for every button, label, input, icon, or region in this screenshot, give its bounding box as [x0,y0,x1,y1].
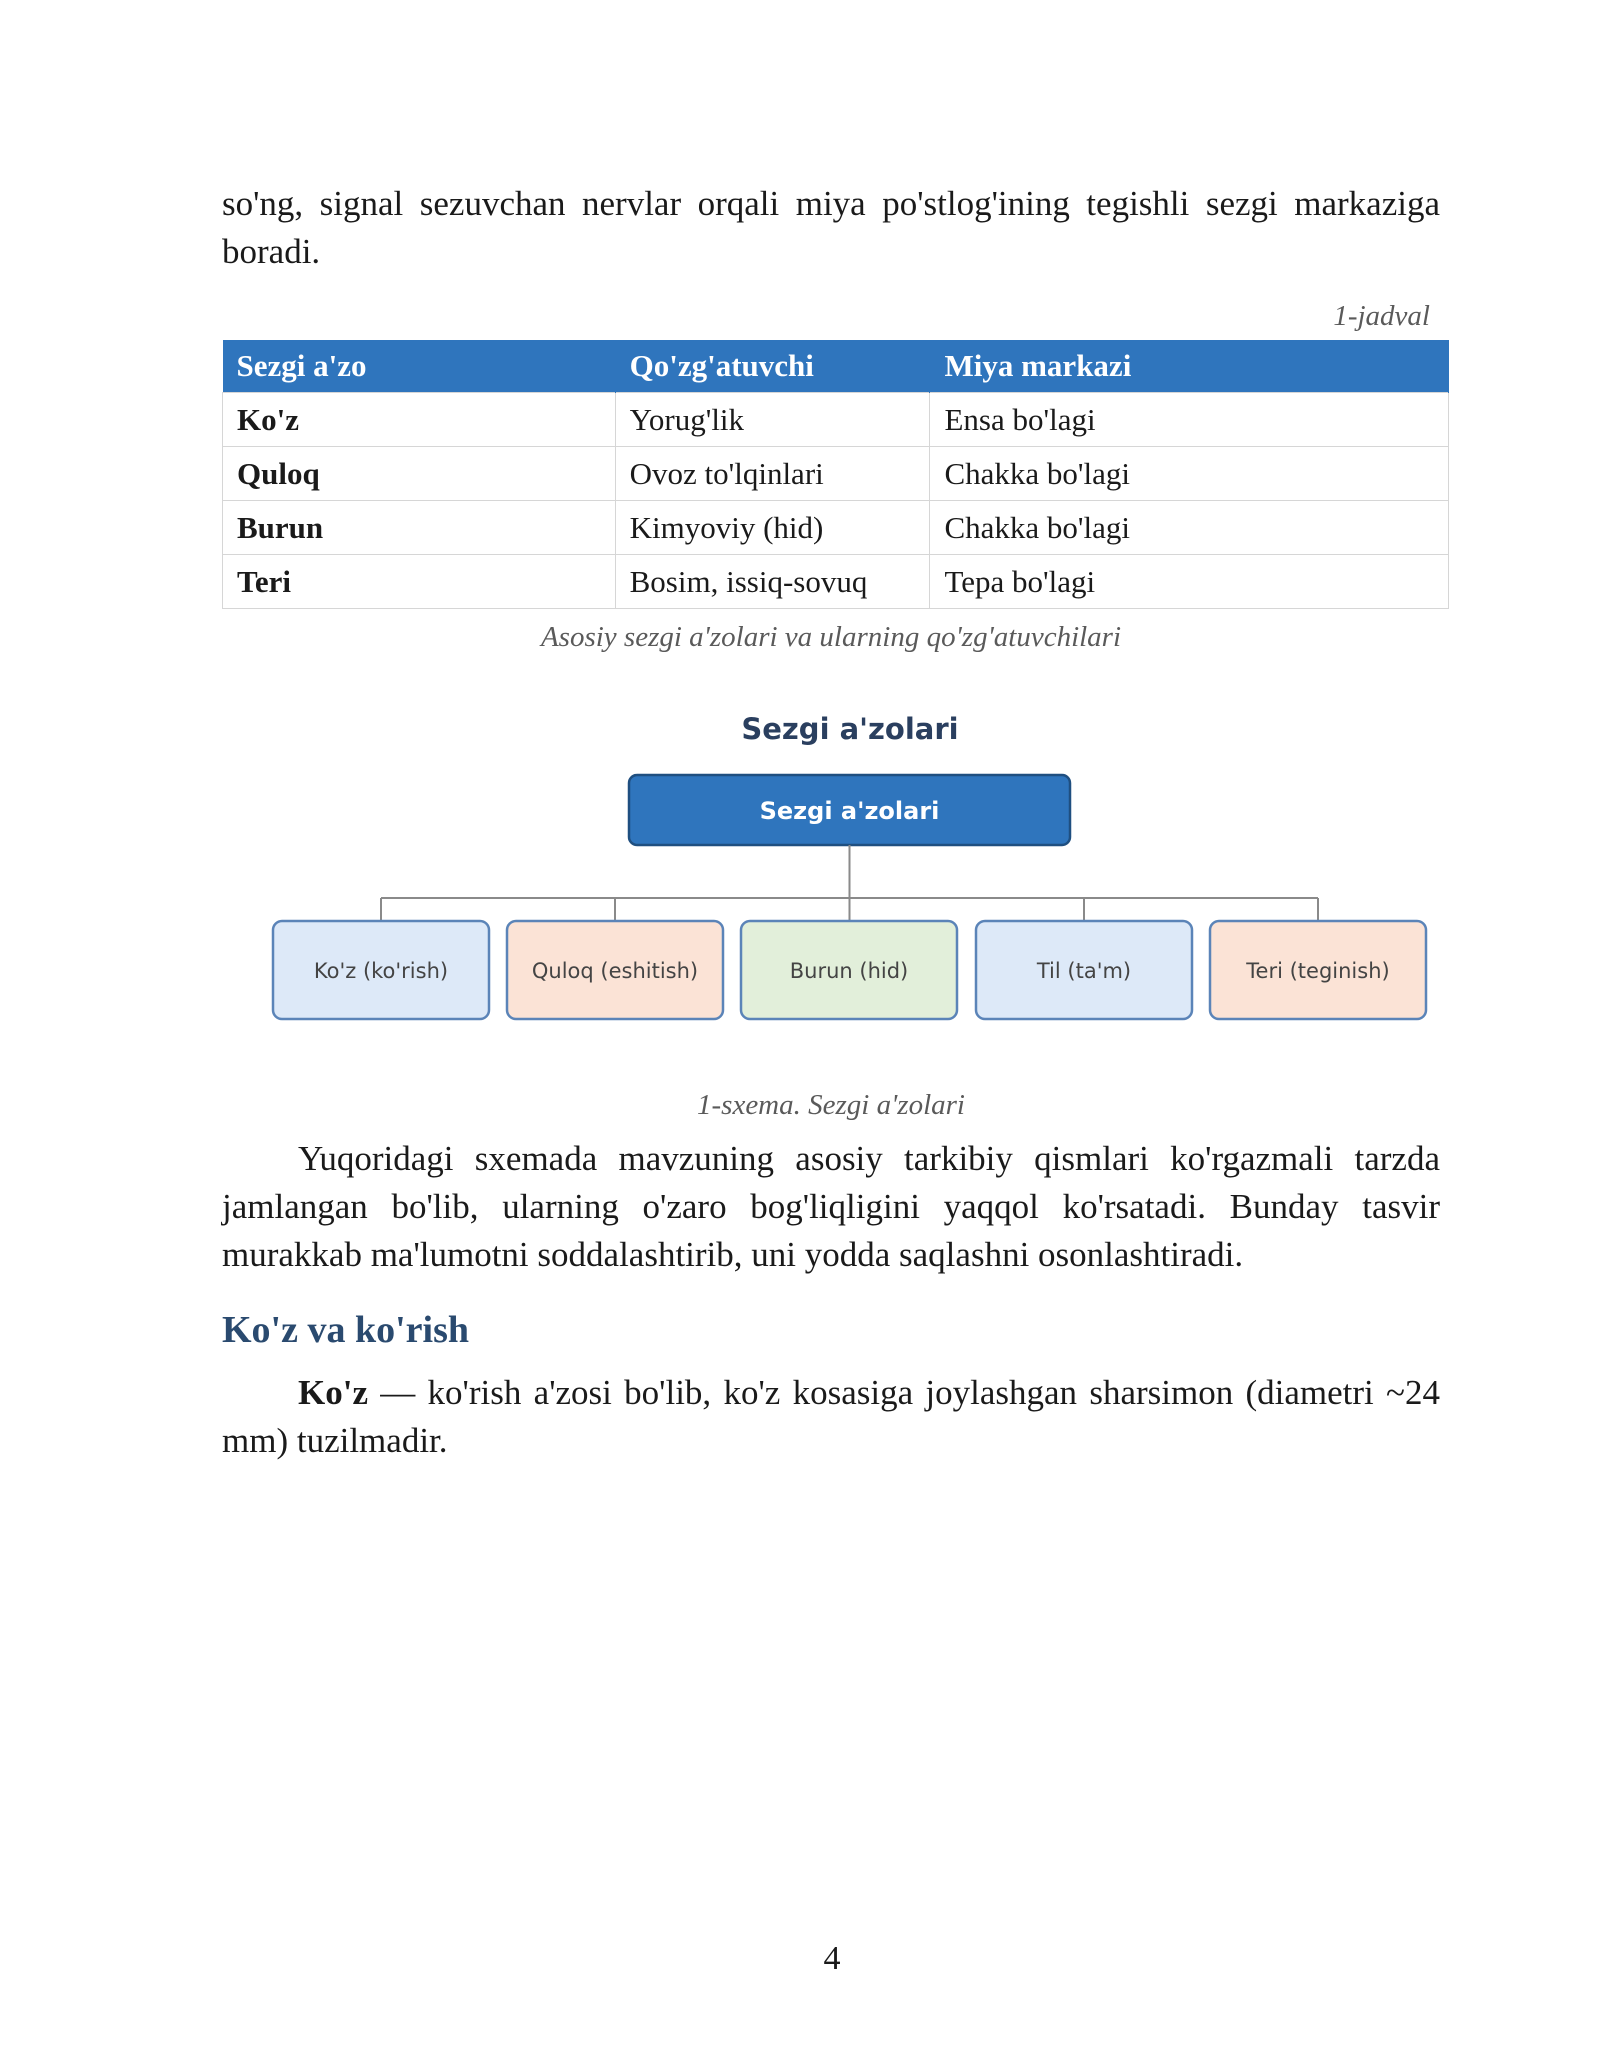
definition-term: Ko'z [298,1373,368,1412]
page-number: 4 [823,1940,841,1977]
table-caption: Asosiy sezgi a'zolari va ularning qo'zg'atuvchilari [540,621,1122,653]
diagram-caption: 1-sxema. Sezgi a'zolari [697,1089,965,1121]
table-cell: Burun [223,501,616,555]
diagram-child-label: Burun (hid) [789,959,909,983]
summary-paragraph: Yuqoridagi sxemada mavzuning asosiy tarkibiy qismlari ko'rgazmali tarzda jamlangan bo'lib, ularning o'zaro bog'liqligini yaqqol ko'rsatadi. Bunday tasvir murakkab ma'lumotni soddalashtirib, uni yodda saqlashni osonlashtiradi. [222,1139,1440,1274]
table-row [223,501,1449,555]
diagram-child-label: Quloq (eshitish) [531,959,699,983]
table-cell: Ovoz to'lqinlari [615,447,930,501]
sense-organs-diagram [222,681,1449,1081]
intro-paragraph: so'ng, signal sezuvchan nervlar orqali miya po'stlog'ining tegishli sezgi markaziga boradi. [222,184,1440,271]
page-content [222,180,1440,1465]
diagram-container [222,681,1449,1081]
table-cell: Bosim, issiq-sovuq [615,555,930,609]
table-cell: Yorug'lik [615,393,930,447]
spacer [222,1123,1440,1135]
table-row [223,393,1449,447]
table-cell: Tepa bo'lagi [930,555,1449,609]
table-header-cell: Sezgi a'zo [223,340,616,393]
table-cell: Chakka bo'lagi [930,501,1449,555]
table-cell: Chakka bo'lagi [930,447,1449,501]
diagram-child-label: Ko'z (ko'rish) [313,959,449,983]
diagram-title: Sezgi a'zolari [741,712,959,746]
diagram-root-label: Sezgi a'zolari [759,797,940,825]
table-cell: Ensa bo'lagi [930,393,1449,447]
sense-organs-table [222,340,1449,609]
table-row [223,555,1449,609]
table-header-cell: Qo'zg'atuvchi [615,340,930,393]
table-row [223,447,1449,501]
table-header-row [223,340,1449,393]
section-heading: Ko'z va ko'rish [222,1309,470,1351]
table-cell: Kimyoviy (hid) [615,501,930,555]
diagram-child-label: Teri (teginish) [1246,959,1390,983]
definition-paragraph [222,1369,1440,1465]
table-header-cell: Miya markazi [930,340,1449,393]
table-label: 1-jadval [1333,300,1430,332]
table-cell: Quloq [223,447,616,501]
table-cell: Ko'z [223,393,616,447]
diagram-child-label: Til (ta'm) [1036,959,1132,983]
table-cell: Teri [223,555,616,609]
definition-text: — ko'rish a'zosi bo'lib, ko'z kosasiga joylashgan sharsimon (diametri ~24 mm) tuzilmadir. [222,1373,1440,1460]
